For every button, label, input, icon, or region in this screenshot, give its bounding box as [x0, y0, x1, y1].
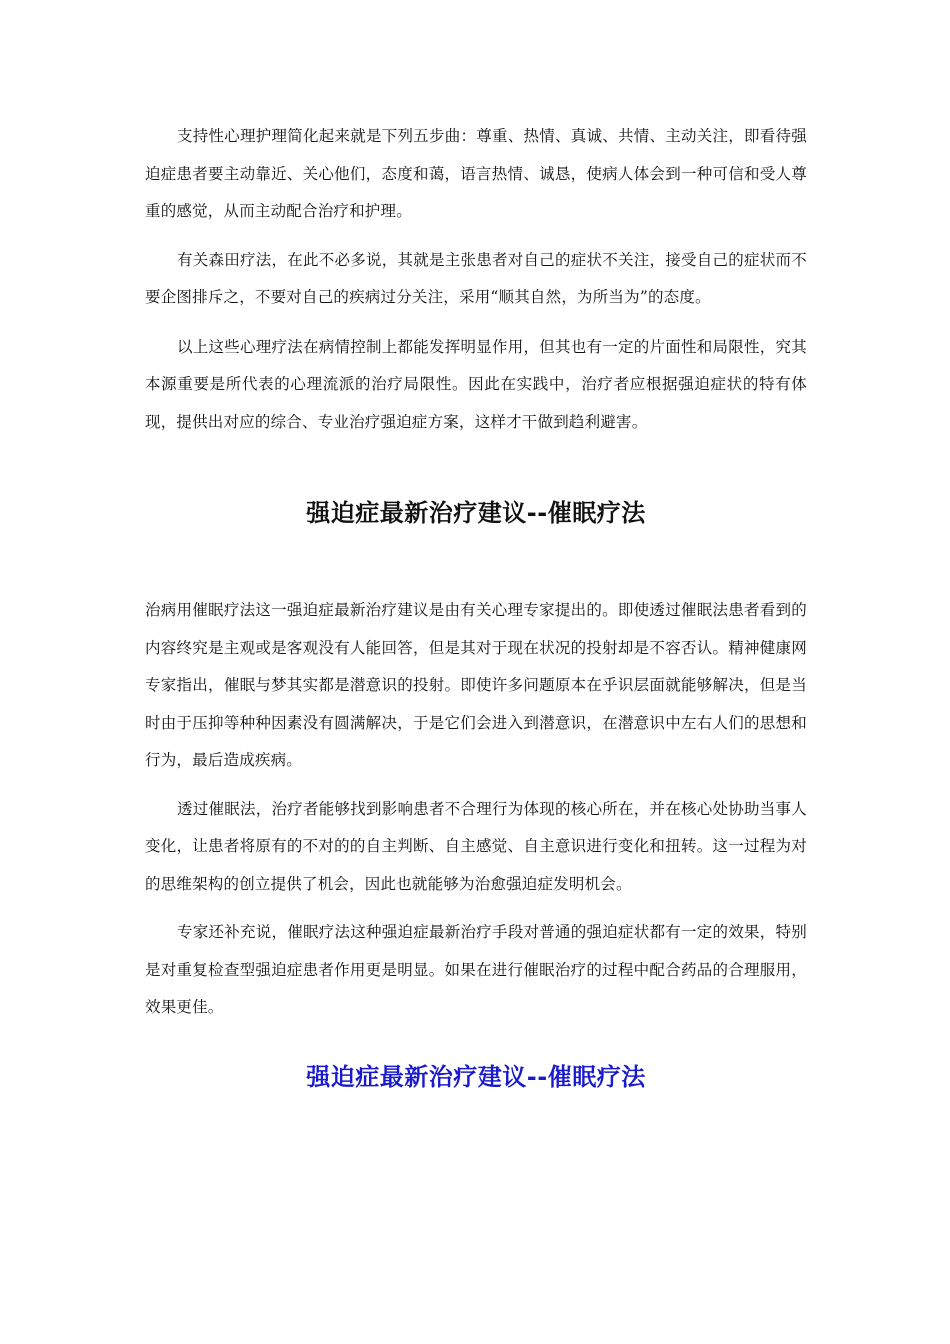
section-heading: 强迫症最新治疗建议--催眠疗法	[306, 499, 646, 527]
link-heading[interactable]: 强迫症最新治疗建议--催眠疗法	[306, 1062, 646, 1091]
document-page	[145, 118, 807, 1097]
paragraph-expert-addendum: 专家还补充说，催眠疗法这种强迫症最新治疗手段对普通的强迫症状都有一定的效果，特别是对重复检查型强迫症患者作用更是明显。如果在进行催眠治疗的过程中配合药品的合理服用，效果更佳。	[145, 923, 807, 1016]
paragraph-supportive-care: 支持性心理护理简化起来就是下列五步曲：尊重、热情、真诚、共情、主动关注，即看待强迫症患者要主动靠近、关心他们，态度和蔼，语言热情、诚恳，使病人体会到一种可信和受人尊重的感觉，从而主动配合治疗和护理。	[145, 127, 807, 220]
paragraph-hypnosis-process: 透过催眠法，治疗者能够找到影响患者不合理行为体现的核心所在，并在核心处协助当事人变化，让患者将原有的不对的的自主判断、自主感觉、自主意识进行变化和扭转。这一过程为对的思维架构的创立提供了机会，因此也就能够为治愈强迫症发明机会。	[145, 799, 807, 893]
paragraph-hypnosis-intro: 治病用催眠疗法这一强迫症最新治疗建议是由有关心理专家提出的。即使透过催眠法患者看到的内容终究是主观或是客观没有人能回答，但是其对于现在状况的投射却是不容否认。精神健康网专家指出，催眠与梦其实都是潜意识的投射。即使许多问题原本在乎识层面就能够解决，但是当时由于压抑等种种因素没有圆满解决，于是它们会进入到潜意识，在潜意识中左右人们的思想和行为，最后造成疾病。	[145, 601, 807, 769]
paragraph-morita-therapy: 有关森田疗法，在此不必多说，其就是主张患者对自己的症状不关注，接受自己的症状而不要企图排斥之，不要对自己的疾病过分关注，采用“顺其自然，为所当为”的态度。	[145, 250, 807, 306]
paragraph-limitations: 以上这些心理疗法在病情控制上都能发挥明显作用，但其也有一定的片面性和局限性，究其本源重要是所代表的心理流派的治疗局限性。因此在实践中，治疗者应根据强迫症状的特有体现，提供出对应的综合、专业治疗强迫症方案，这样才干做到趋利避害。	[145, 337, 807, 431]
